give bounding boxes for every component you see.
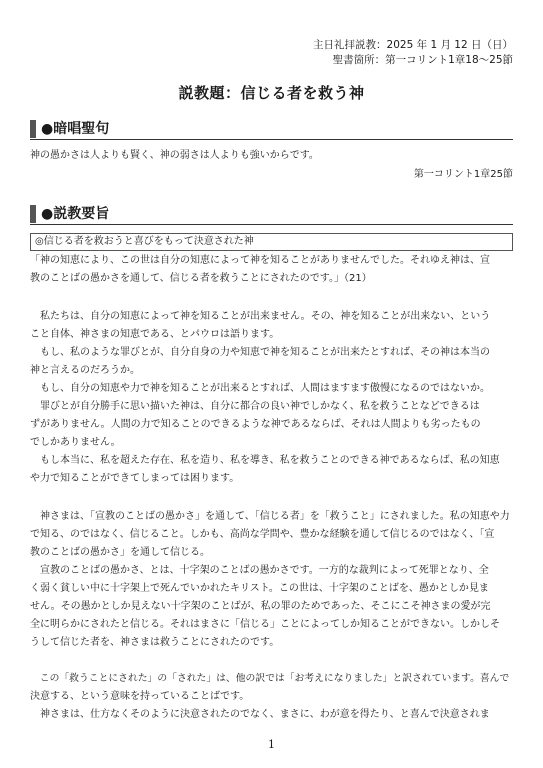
body-line: で知る、のではなく、信じること。しかも、高尚な学問や、豊かな経験を通して信じるのではなく、「宣 [30,529,495,540]
body-line: うして信じた者を、神さまは救うことにされたのです。 [30,637,280,648]
body-line: 「神の知恵により、この世は自分の知恵によって神を知ることがありませんでした。それゆえ神は、宣 [30,255,490,266]
body-line: もし、自分の知恵や力で神を知ることが出来るとすれば、人間はますます傲慢になるのではないか。 [30,383,490,394]
body-line: この「救うことにされた」の「された」は、他の訳では「お考えになりました」と訳されています。喜んで [30,673,510,684]
body-line: や力で知ることができてしまっては困ります。 [30,473,240,484]
body-line: もし、私のような罪びとが、自分自身の力や知恵で神を知ることが出来たとすれば、その神は本当の [30,347,490,358]
body-line: 神さまは、仕方なくそのように決意されたのでなく、まさに、わが意を得たり、と喜んで決意されま [30,709,490,720]
body-line: ずがありません。人間の力で知ることのできるような神であるならば、それは人間よりも劣ったもの [30,419,481,430]
body-line: でしかありません。 [30,437,121,448]
heading-bar-marker [30,120,36,138]
section-heading-sermon-summary [30,203,513,225]
scripture-passage: 聖書箇所：第一コリント1章18〜25節 [332,54,513,66]
body-line: 全に明らかにされたと信じる。それはまさに「信じる」ことによってしか知ることができない。しかしそ [30,619,500,630]
section-heading-label: ●暗唱聖句 [41,121,110,137]
sermon-title: 説教題：信じる者を救う神 [178,84,365,102]
body-line: 罪びとが自分勝手に思い描いた神は、自分に都合の良い神でしかなく、私を救うことなどできるは [30,401,480,412]
body-line: 教のことばの愚かさを通して、信じる者を救うことにされたのです。」（21） [30,273,372,284]
body-line: 私たちは、自分の知恵によって神を知ることが出来ません。その、神を知ることが出来ない、という [30,311,491,322]
memory-verse-text: 神の愚かさは人よりも賢く、神の弱さは人よりも強いからです。 [30,150,319,161]
page-number: 1 [268,738,275,751]
subtopic-box: ◎信じる者を救おうと喜びをもって決意された神 [30,233,513,251]
body-line: せん。その愚かとしか見えない十字架のことばが、私の罪のためであった、そこにこそ神さまの愛が完 [30,601,491,612]
body-line: 教のことばの愚かさ」を通して信じる。 [30,547,210,558]
body-line: く弱く貧しい中に十字架上で死んでいかれたキリスト。この世は、十字架のことばを、愚かとしか見ま [30,583,489,594]
section-heading-label: ●説教要旨 [41,206,110,222]
memory-verse-reference: 第一コリント1章25節 [413,169,513,180]
body-line: こと自体、神さまの知恵である、とパウロは語ります。 [30,329,280,340]
body-line: もし本当に、私を超えた存在、私を造り、私を導き、私を救うことのできる神であるならば、私の知恵 [30,455,500,466]
body-line: 神さまは、「宣教のことばの愚かさ」を通して、「信じる者」を「救うこと」にされました。私の知恵や力 [30,511,510,522]
service-date: 主日礼拝説教：2025 年 1 月 12 日（日） [313,39,513,51]
heading-bar-marker [30,205,36,223]
body-line: 決意する、という意味を持っていることばです。 [30,691,250,702]
section-heading-memory-verse [30,118,513,140]
body-line: 宣教のことばの愚かさ、とは、十字架のことばの愚かさです。一方的な裁判によって死罪となり、全 [30,565,489,576]
body-line: 神と言えるのだろうか。 [30,365,140,376]
